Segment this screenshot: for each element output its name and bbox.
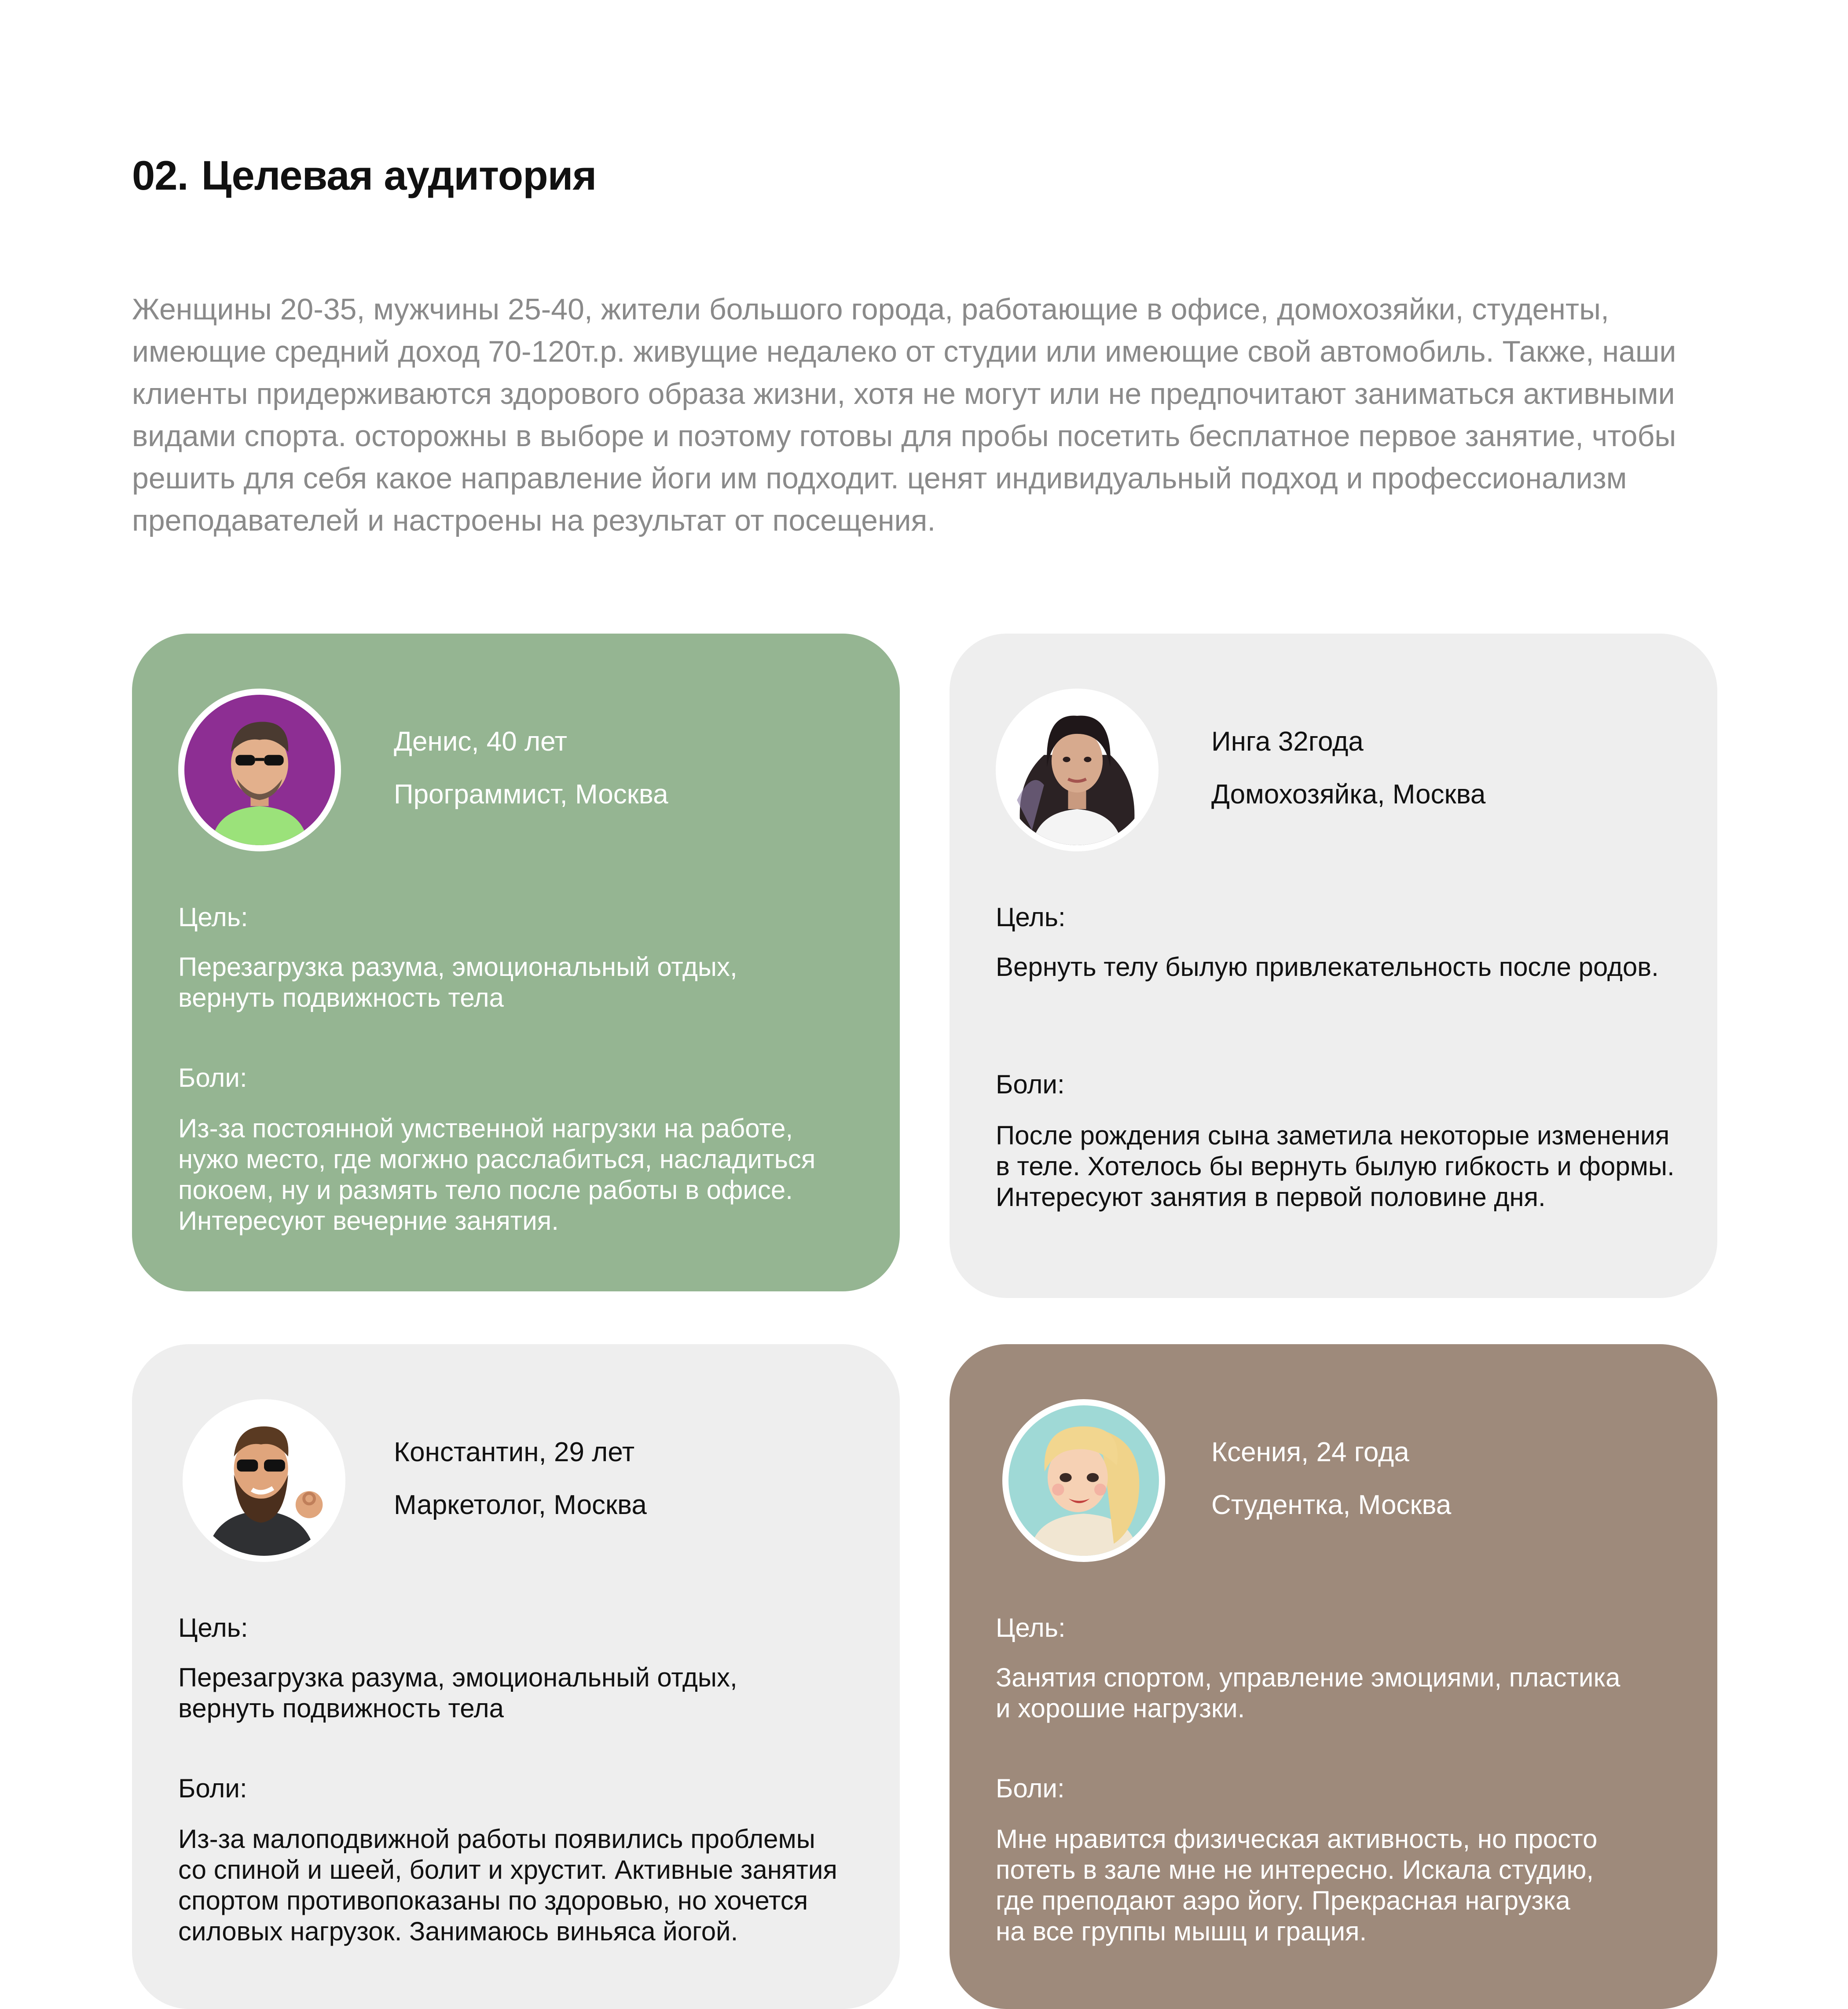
woman-dark-hair-avatar-icon bbox=[996, 689, 1159, 851]
goal-label: Цель: bbox=[996, 902, 1066, 932]
pains-text: Мне нравится физическая активность, но просто потеть в зале мне не интересно. Искала студию, где преподают аэро йогу. Прекрасная нагрузка на все группы мышц и грация. bbox=[996, 1824, 1598, 1946]
pains-label: Боли: bbox=[178, 1774, 247, 1803]
audience-description: Женщины 20-35, мужчины 25-40, жители большого города, работающие в офисе, домохозяйки, студенты, имеющие средний доход 70-120т.р. живущие недалеко от студии или имеющие свой автомобиль. Также, наши клиенты придерживаются здорового образа жизни, хотя не могут или не предпочитают заниматься активными видами спорта. осторожны в выборе и поэтому готовы для пробы посетить бесплатное первое занятие, чтобы решить для себя какое направление йоги им подходит. ценят индивидуальный подход и профессионализм преподавателей и настроены на результат от посещения. bbox=[132, 293, 1676, 537]
section-title bbox=[132, 152, 596, 199]
pains-label: Боли: bbox=[178, 1063, 247, 1092]
section-number: 02. bbox=[132, 152, 188, 198]
pains-text: После рождения сына заметила некоторые изменения в теле. Хотелось бы вернуть былую гибкость и формы. Интересуют занятия в первой половине дня. bbox=[996, 1121, 1675, 1212]
persona-name: Денис, 40 лет bbox=[394, 726, 567, 757]
section-heading: Целевая аудитория bbox=[201, 152, 597, 198]
goal-text: Перезагрузка разума, эмоциональный отдых, вернуть подвижность тела bbox=[178, 952, 737, 1012]
pains-text: Из-за постоянной умственной нагрузки на работе, нужо место, где могжно расслабиться, насладиться покоем, ну и размять тело после работы в офисе. Интересуют вечерние занятия. bbox=[178, 1114, 816, 1235]
goal-text: Перезагрузка разума, эмоциональный отдых, вернуть подвижность тела bbox=[178, 1663, 737, 1723]
goal-text: Вернуть телу былую привлекательность после родов. bbox=[996, 952, 1659, 982]
persona-card-inga bbox=[950, 634, 1717, 1298]
persona-card-ksenia bbox=[950, 1344, 1717, 2009]
persona-card-denis bbox=[132, 634, 900, 1291]
persona-role: Студентка, Москва bbox=[1211, 1490, 1452, 1520]
bearded-man-avatar-icon bbox=[183, 1399, 345, 1562]
persona-card-konstantin bbox=[132, 1344, 900, 2009]
blonde-woman-avatar-icon bbox=[1002, 1399, 1165, 1562]
persona-name: Инга 32года bbox=[1211, 726, 1364, 757]
persona-role: Домохозяйка, Москва bbox=[1211, 779, 1486, 810]
pains-label: Боли: bbox=[996, 1070, 1065, 1099]
persona-role: Маркетолог, Москва bbox=[394, 1490, 647, 1520]
persona-name: Константин, 29 лет bbox=[394, 1437, 635, 1467]
goal-label: Цель: bbox=[178, 1613, 248, 1642]
persona-name: Ксения, 24 года bbox=[1211, 1437, 1409, 1467]
goal-label: Цель: bbox=[996, 1613, 1066, 1642]
pains-label: Боли: bbox=[996, 1774, 1065, 1803]
goal-label: Цель: bbox=[178, 902, 248, 932]
man-sunglasses-avatar-icon bbox=[178, 689, 341, 851]
goal-text: Занятия спортом, управление эмоциями, пластика и хорошие нагрузки. bbox=[996, 1663, 1621, 1723]
pains-text: Из-за малоподвижной работы появились проблемы со спиной и шеей, болит и хрустит. Активные занятия спортом противопоказаны по здоровью, но хочется силовых нагрузок. Занимаюсь виньяса йогой. bbox=[178, 1824, 837, 1946]
persona-role: Программист, Москва bbox=[394, 779, 668, 810]
